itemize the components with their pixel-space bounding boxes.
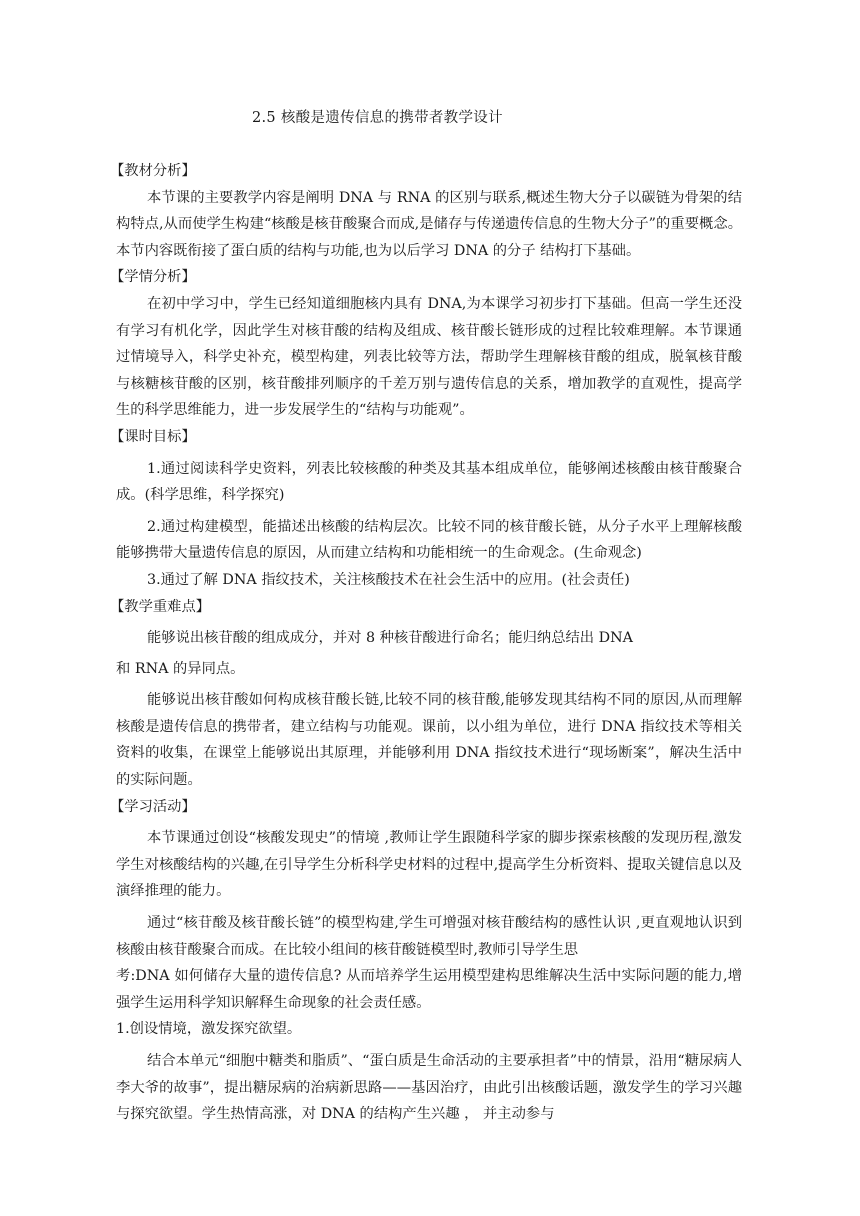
section-heading-lesson-goals: 【课时目标】	[110, 428, 196, 445]
goal-item: 1.通过阅读科学史资料，列表比较核酸的种类及其基本组成单位，能够阐述核酸由核苷酸聚合成。(科学思维，科学探究)	[116, 460, 742, 504]
section-heading-learning-activities: 【学习活动】	[110, 798, 196, 815]
paragraph: 考:DNA 如何储存大量的遗传信息? 从而培养学生运用模型建构思维解决生活中实际问题的能力,增强学生运用科学知识解释生命现象的社会责任感。	[116, 968, 742, 1011]
goal-item: 2.通过构建模型，能描述出核酸的结构层次。比较不同的核苷酸长链，从分子水平上理解核酸能够携带大量遗传信息的原因，从而建立结构和功能相统一的生命观念。(生命观念)	[116, 518, 742, 562]
paragraph: 能够说出核苷酸如何构成核苷酸长链,比较不同的核苷酸,能够发现其结构不同的原因,从而理解核酸是遗传信息的携带者，建立结构与功能观。课前，以小组为单位，进行 DNA 指纹技术等相关资料的收集，在课堂上能够说出其原理，并能够利用 DNA 指纹技术进行“现场断案”，解决生活中的实际问题。	[116, 692, 742, 789]
section-heading-key-difficulties: 【教学重难点】	[110, 598, 211, 615]
section-heading-textbook-analysis: 【教材分析】	[110, 163, 196, 179]
paragraph: 和 RNA 的异同点。	[116, 660, 245, 677]
paragraph: 能够说出核苷酸的组成成分，并对 8 种核苷酸进行命名；能归纳总结出 DNA	[147, 630, 633, 647]
paragraph: 通过“核苷酸及核苷酸长链”的模型构建,学生可增强对核苷酸结构的感性认识 ,更直观地认识到核酸由核苷酸聚合而成。在比较小组间的核苷酸链模型时,教师引导学生思	[116, 915, 742, 958]
paragraph: 本节课的主要教学内容是阐明 DNA 与 RNA 的区别与联系,概述生物大分子以碳链为骨架的结构特点,从而使学生构建“核酸是核苷酸聚合而成,是储存与传递遗传信息的生物大分子”的重要概念。本节内容既衔接了蛋白质的结构与功能,也为以后学习 DNA 的分子 结构打下基础。	[116, 189, 742, 259]
document-title: 2.5 核酸是遗传信息的携带者教学设计	[252, 110, 503, 126]
section-heading-student-analysis: 【学情分析】	[110, 269, 196, 286]
paragraph: 在初中学习中，学生已经知道细胞核内具有 DNA,为本课学习初步打下基础。但高一学生还没有学习有机化学，因此学生对核苷酸的结构及组成、核苷酸长链形成的过程比较难理解。本节课通过情境导入，科学史补充，模型构建，列表比较等方法，帮助学生理解核苷酸的组成，脱氧核苷酸与核糖核苷酸的区别，核苷酸排列顺序的千差万别与遗传信息的关系，增加教学的直观性，提高学生的科学思维能力，进一步发展学生的“结构与功能观”。	[116, 295, 742, 419]
paragraph: 结合本单元“细胞中糖类和脂质”、“蛋白质是生命活动的主要承担者”中的情景，沿用“糖尿病人李大爷的故事”，提出糖尿病的治病新思路——基因治疗，由此引出核酸话题，激发学生的学习兴趣与探究欲望。学生热情高涨，对 DNA 的结构产生兴趣 ， 并主动参与	[116, 1053, 742, 1123]
paragraph: 本节课通过创设“核酸发现史”的情境 ,教师让学生跟随科学家的脚步探索核酸的发现历程,激发学生对核酸结构的兴趣,在引导学生分析科学史材料的过程中,提高学生分析资料、提取关键信息以及演绎推理的能力。	[116, 830, 742, 900]
document-body	[110, 158, 742, 1128]
goal-item: 3.通过了解 DNA 指纹技术，关注核酸技术在社会生活中的应用。(社会责任)	[147, 571, 630, 588]
activity-step-heading: 1.创设情境，激发探究欲望。	[116, 1021, 302, 1038]
